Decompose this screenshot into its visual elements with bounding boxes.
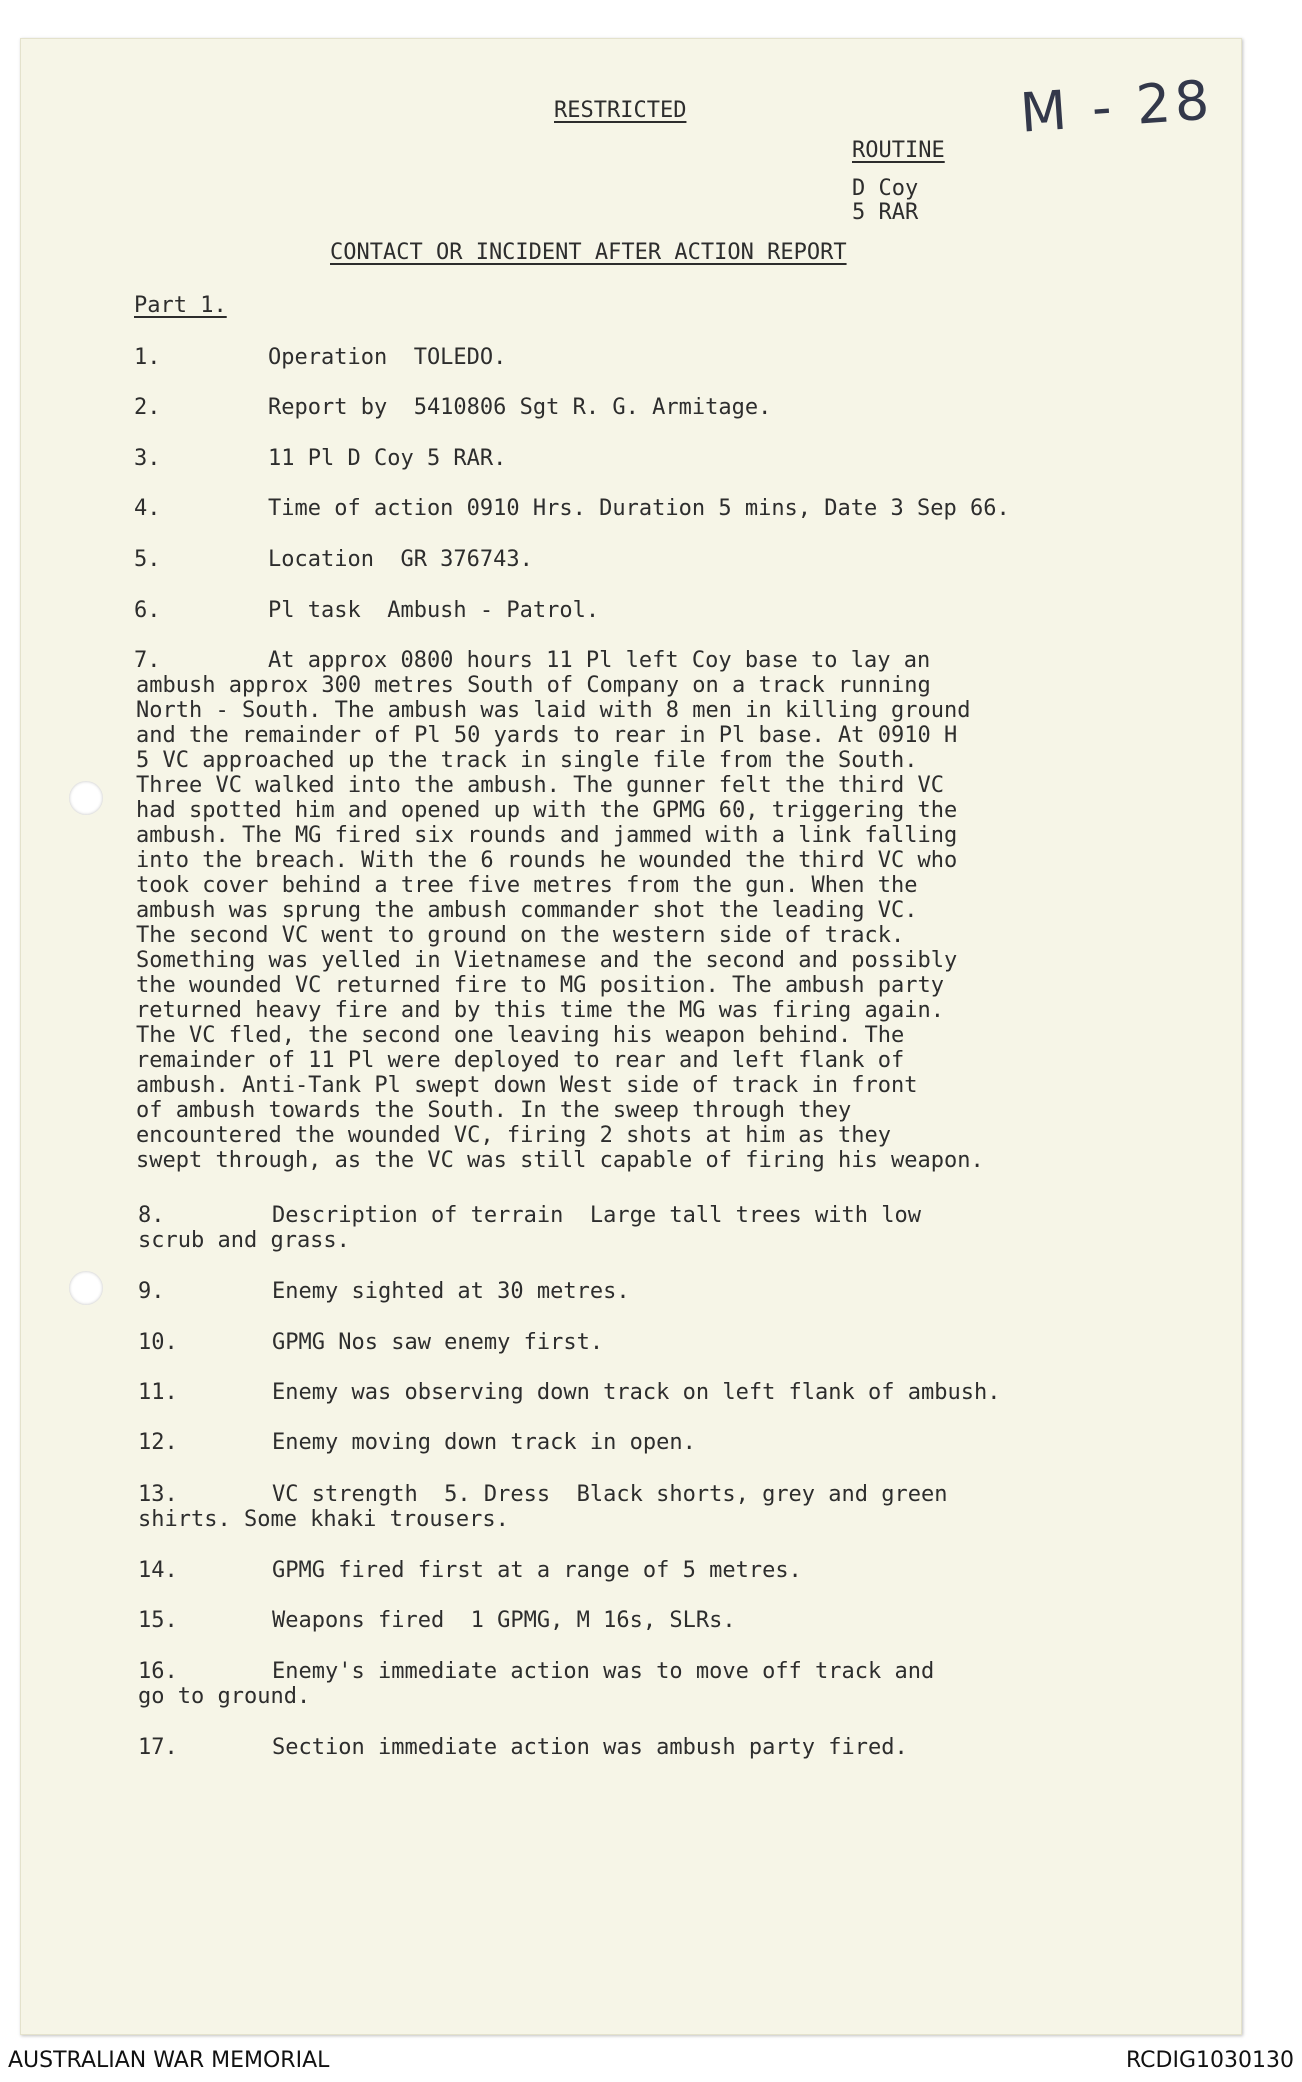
item-number: 12. <box>138 1430 178 1455</box>
unit-line-1: D Coy <box>852 176 919 201</box>
item-text: Operation TOLEDO. <box>268 345 507 370</box>
narrative-line: returned heavy fire and by this time the MG was firing again. <box>136 998 944 1023</box>
narrative-line: The VC fled, the second one leaving his weapon behind. The <box>136 1023 905 1048</box>
narrative-line: At approx 0800 hours 11 Pl left Coy base to lay an <box>268 648 931 673</box>
narrative-line: swept through, as the VC was still capable of firing his weapon. <box>136 1148 984 1173</box>
item-number: 16. <box>138 1659 178 1684</box>
narrative-line: Three VC walked into the ambush. The gunner felt the third VC <box>136 773 944 798</box>
narrative-line: and the remainder of Pl 50 yards to rear in Pl base. At 0910 H <box>136 723 958 748</box>
item-number: 17. <box>138 1735 178 1760</box>
item-text: Enemy moving down track in open. <box>272 1430 696 1455</box>
item-number: 14. <box>138 1558 178 1583</box>
item-number: 11. <box>138 1380 178 1405</box>
punch-hole-lower <box>69 1271 103 1305</box>
narrative-line: took cover behind a tree five metres from the gun. When the <box>136 873 918 898</box>
item-number: 9. <box>138 1279 165 1304</box>
item-text: Report by 5410806 Sgt R. G. Armitage. <box>268 395 772 420</box>
item-number: 4. <box>134 496 161 521</box>
narrative-line: encountered the wounded VC, firing 2 shots at him as they <box>136 1123 891 1148</box>
unit-line-2: 5 RAR <box>852 200 919 225</box>
narrative-line: ambush. The MG fired six rounds and jammed with a link falling <box>136 823 958 848</box>
item-text: GPMG fired first at a range of 5 metres. <box>272 1558 802 1583</box>
handwritten-reference: M - 28 <box>1018 68 1216 145</box>
narrative-line: ambush. Anti-Tank Pl swept down West side of track in front <box>136 1073 918 1098</box>
item-text: Time of action 0910 Hrs. Duration 5 mins, Date 3 Sep 66. <box>268 496 1010 521</box>
item-number: 15. <box>138 1608 178 1633</box>
narrative-line: the wounded VC returned fire to MG position. The ambush party <box>136 973 944 998</box>
archive-id: RCDIG1030130 <box>1125 2048 1294 2073</box>
narrative-line: ambush approx 300 metres South of Company on a track running <box>136 673 931 698</box>
report-title: CONTACT OR INCIDENT AFTER ACTION REPORT <box>330 240 847 265</box>
narrative-line: ambush was sprung the ambush commander shot the leading VC. <box>136 898 918 923</box>
narrative-paragraph <box>136 648 1136 1173</box>
narrative-line: 5 VC approached up the track in single file from the South. <box>136 748 918 773</box>
item-number: 6. <box>134 598 161 623</box>
narrative-line: North - South. The ambush was laid with 8 men in killing ground <box>136 698 971 723</box>
routine-label: ROUTINE <box>852 138 945 163</box>
narrative-line: Something was yelled in Vietnamese and the second and possibly <box>136 948 958 973</box>
narrative-line: had spotted him and opened up with the GPMG 60, triggering the <box>136 798 958 823</box>
item-text: Pl task Ambush - Patrol. <box>268 598 600 623</box>
narrative-line: into the breach. With the 6 rounds he wounded the third VC who <box>136 848 958 873</box>
item-number: 10. <box>138 1330 178 1355</box>
item-number: 7. <box>134 648 161 673</box>
item-number: 1. <box>134 345 161 370</box>
narrative-line: of ambush towards the South. In the sweep through they <box>136 1098 852 1123</box>
item-text-continued: scrub and grass. <box>138 1228 350 1253</box>
item-text: Enemy sighted at 30 metres. <box>272 1279 630 1304</box>
narrative-line: The second VC went to ground on the western side of track. <box>136 923 905 948</box>
archive-credit: AUSTRALIAN WAR MEMORIAL <box>8 2048 330 2073</box>
punch-hole-upper <box>69 781 103 815</box>
item-text: Weapons fired 1 GPMG, M 16s, SLRs. <box>272 1608 736 1633</box>
item-number: 2. <box>134 395 161 420</box>
item-text: Enemy's immediate action was to move off track and <box>272 1659 935 1684</box>
item-number: 8. <box>138 1203 165 1228</box>
part-heading: Part 1. <box>134 293 227 318</box>
item-text-continued: go to ground. <box>138 1684 311 1709</box>
item-text: VC strength 5. Dress Black shorts, grey and green <box>272 1482 948 1507</box>
narrative-line: remainder of 11 Pl were deployed to rear and left flank of <box>136 1048 905 1073</box>
item-number: 5. <box>134 547 161 572</box>
item-text: Description of terrain Large tall trees with low <box>272 1203 922 1228</box>
item-text: Location GR 376743. <box>268 547 533 572</box>
item-text: GPMG Nos saw enemy first. <box>272 1330 604 1355</box>
item-text-continued: shirts. Some khaki trousers. <box>138 1507 509 1532</box>
item-text: Section immediate action was ambush party fired. <box>272 1735 908 1760</box>
item-text: Enemy was observing down track on left flank of ambush. <box>272 1380 1001 1405</box>
classification-label: RESTRICTED <box>554 98 687 123</box>
item-text: 11 Pl D Coy 5 RAR. <box>268 446 507 471</box>
item-number: 3. <box>134 446 161 471</box>
item-number: 13. <box>138 1482 178 1507</box>
